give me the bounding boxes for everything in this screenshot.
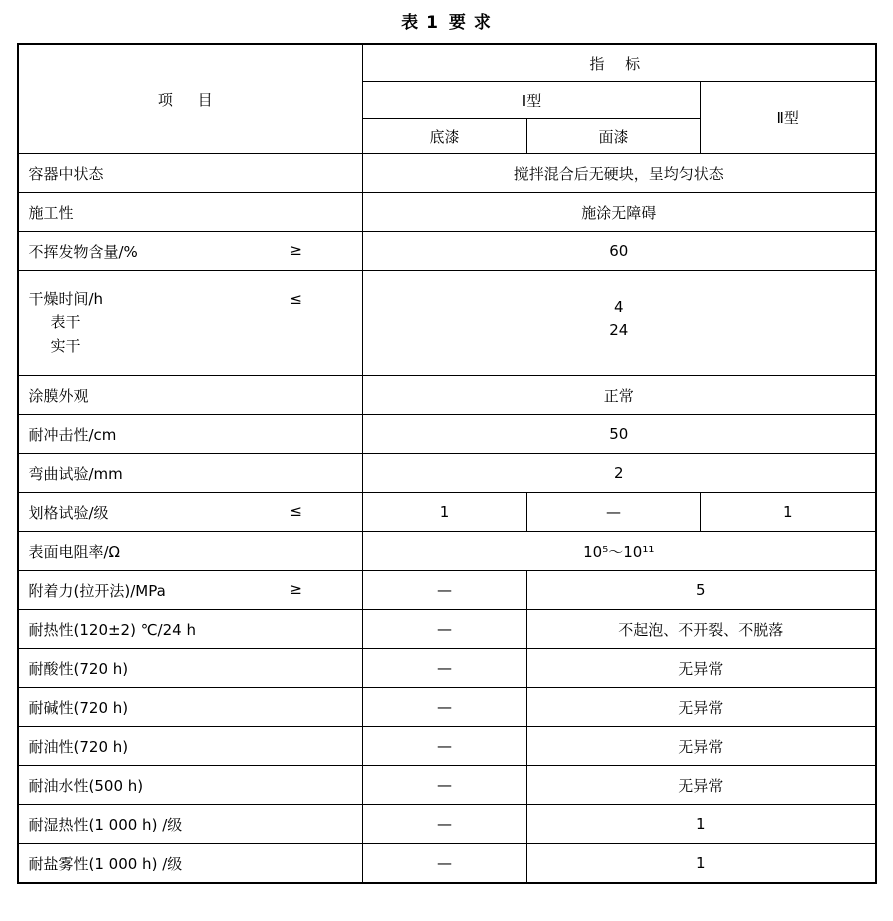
row-value: 正常 <box>363 376 876 415</box>
row-label-text: 耐油水性(500 h) <box>28 776 144 795</box>
row-label-text: 耐酸性(720 h) <box>28 659 129 678</box>
row-value-hard-dry: 24 <box>609 321 629 339</box>
row-item-label <box>18 766 363 805</box>
row-label-text: 耐盐雾性(1 000 h) /级 <box>28 854 183 873</box>
table-row <box>18 844 876 884</box>
row-value-rest: 无异常 <box>527 688 876 727</box>
table-row <box>18 193 876 232</box>
header-item-column: 项 目 <box>18 44 363 154</box>
row-sublabel-hard-dry: 实干 <box>50 336 81 355</box>
row-label-text: 耐碱性(720 h) <box>28 698 129 717</box>
table-row <box>18 154 876 193</box>
table-row <box>18 232 876 271</box>
row-label-text: 划格试验/级 <box>28 503 109 522</box>
requirements-table <box>17 43 877 884</box>
row-value-surface-dry: 4 <box>613 297 624 316</box>
table-row <box>18 454 876 493</box>
table-header-row-1 <box>18 44 876 82</box>
row-value-primer: 1 <box>363 493 527 532</box>
table-row <box>18 610 876 649</box>
row-value-rest: 不起泡、不开裂、不脱落 <box>527 610 876 649</box>
row-label-text: 耐热性(120±2) ℃/24 h <box>28 620 196 639</box>
row-value-rest: 1 <box>527 805 876 844</box>
row-label-text: 干燥时间/h <box>28 290 104 309</box>
header-index-group: 指 标 <box>363 44 876 82</box>
row-item-label <box>18 805 363 844</box>
row-value: 50 <box>363 415 876 454</box>
row-value: 10⁵～10¹¹ <box>363 532 876 571</box>
table-row <box>18 649 876 688</box>
row-item-label <box>18 727 363 766</box>
table-row-drying-time <box>18 271 876 376</box>
row-symbol: ≥ <box>289 240 302 259</box>
row-item-label <box>18 649 363 688</box>
header-type-ii: Ⅱ型 <box>701 82 876 154</box>
table-row <box>18 766 876 805</box>
row-item-label <box>18 232 363 271</box>
table-caption <box>0 0 893 43</box>
row-value-primer: — <box>363 610 527 649</box>
table-row <box>18 493 876 532</box>
row-label-text: 附着力(拉开法)/MPa <box>28 581 166 600</box>
row-value: 60 <box>363 232 876 271</box>
row-item-label <box>18 415 363 454</box>
row-value-primer: — <box>363 766 527 805</box>
row-label-text: 涂膜外观 <box>28 386 89 405</box>
row-value: 搅拌混合后无硬块，呈均匀状态 <box>363 154 876 193</box>
row-item-label <box>18 271 363 376</box>
row-symbol: ≥ <box>289 579 302 598</box>
row-value-rest: 无异常 <box>527 766 876 805</box>
table-row <box>18 727 876 766</box>
row-value <box>363 271 876 376</box>
table-row <box>18 532 876 571</box>
row-item-label <box>18 454 363 493</box>
row-item-label <box>18 193 363 232</box>
row-item-label <box>18 844 363 884</box>
row-value-topcoat: — <box>527 493 701 532</box>
row-value-rest: 1 <box>527 844 876 884</box>
row-value-primer: — <box>363 688 527 727</box>
row-label-text: 施工性 <box>28 203 74 222</box>
row-item-label <box>18 376 363 415</box>
row-label-text: 弯曲试验/mm <box>28 464 123 483</box>
row-label-text: 耐湿热性(1 000 h) /级 <box>28 815 183 834</box>
row-item-label <box>18 610 363 649</box>
header-sub-topcoat: 面漆 <box>527 119 701 154</box>
table-row <box>18 688 876 727</box>
row-value-rest: 5 <box>527 571 876 610</box>
row-label-text: 容器中状态 <box>28 164 104 183</box>
row-value-primer: — <box>363 649 527 688</box>
row-label-text: 耐冲击性/cm <box>28 425 117 444</box>
row-value-primer: — <box>363 727 527 766</box>
table-caption-title: 要 求 <box>448 13 492 33</box>
table-row <box>18 415 876 454</box>
table-row <box>18 805 876 844</box>
row-value-primer: — <box>363 571 527 610</box>
row-label-text: 表面电阻率/Ω <box>28 542 121 561</box>
header-sub-primer: 底漆 <box>363 119 527 154</box>
header-type-i: Ⅰ型 <box>363 82 701 119</box>
row-item-label <box>18 571 363 610</box>
row-value: 施涂无障碍 <box>363 193 876 232</box>
row-value-primer: — <box>363 805 527 844</box>
row-value: 2 <box>363 454 876 493</box>
row-item-label <box>18 688 363 727</box>
row-sublabel-surface-dry: 表干 <box>50 313 81 332</box>
row-value-rest: 无异常 <box>527 727 876 766</box>
row-value-type-ii: 1 <box>701 493 876 532</box>
row-item-label <box>18 493 363 532</box>
row-label-text: 耐油性(720 h) <box>28 737 129 756</box>
row-symbol: ≤ <box>289 501 302 520</box>
row-label-text: 不挥发物含量/% <box>28 242 138 261</box>
row-value-rest: 无异常 <box>527 649 876 688</box>
table-row <box>18 376 876 415</box>
row-value-primer: — <box>363 844 527 884</box>
table-row <box>18 571 876 610</box>
row-symbol: ≤ <box>289 290 302 309</box>
row-item-label <box>18 532 363 571</box>
row-item-label <box>18 154 363 193</box>
table-caption-number: 表 1 <box>401 13 439 33</box>
